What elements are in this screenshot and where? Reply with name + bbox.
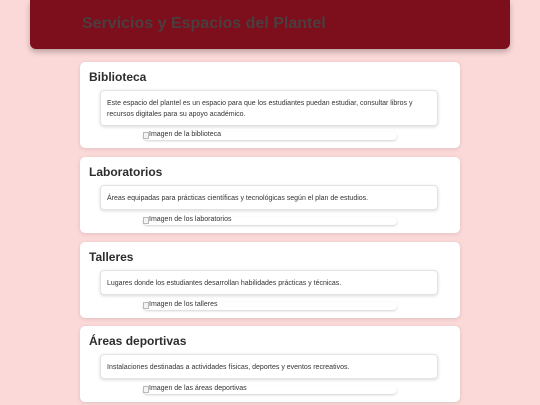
section-title: Laboratorios: [89, 165, 163, 179]
laboratorios-image: [143, 217, 397, 225]
image-alt-text: Imagen de la biblioteca: [149, 131, 221, 138]
section-title: Biblioteca: [89, 70, 147, 84]
image-alt-text: Imagen de los laboratorios: [149, 216, 232, 223]
page-title: Servicios y Espacios del Plantel: [82, 15, 326, 32]
section-title: Áreas deportivas: [89, 334, 187, 348]
section-laboratorios: [80, 157, 460, 233]
section-description: Áreas equipadas para prácticas científicas y tecnológicas según el plan de estudios.: [100, 185, 438, 210]
talleres-image: [143, 302, 397, 310]
section-description: Instalaciones destinadas a actividades físicas, deportes y eventos recreativos.: [100, 354, 438, 379]
section-title: Talleres: [89, 250, 134, 264]
areas-deportivas-image: [143, 386, 397, 394]
section-talleres: [80, 242, 460, 318]
section-areas-deportivas: [80, 326, 460, 402]
section-description: Lugares donde los estudiantes desarrollan habilidades prácticas y técnicas.: [100, 270, 438, 295]
section-biblioteca: [80, 62, 460, 148]
section-description: Este espacio del plantel es un espacio para que los estudiantes puedan estudiar, consultar libros y recursos digitales para su apoyo académico.: [100, 90, 438, 126]
image-alt-text: Imagen de los talleres: [149, 301, 218, 308]
page-header: [30, 0, 510, 49]
image-alt-text: Imagen de las áreas deportivas: [149, 385, 247, 392]
biblioteca-image: [143, 132, 397, 140]
